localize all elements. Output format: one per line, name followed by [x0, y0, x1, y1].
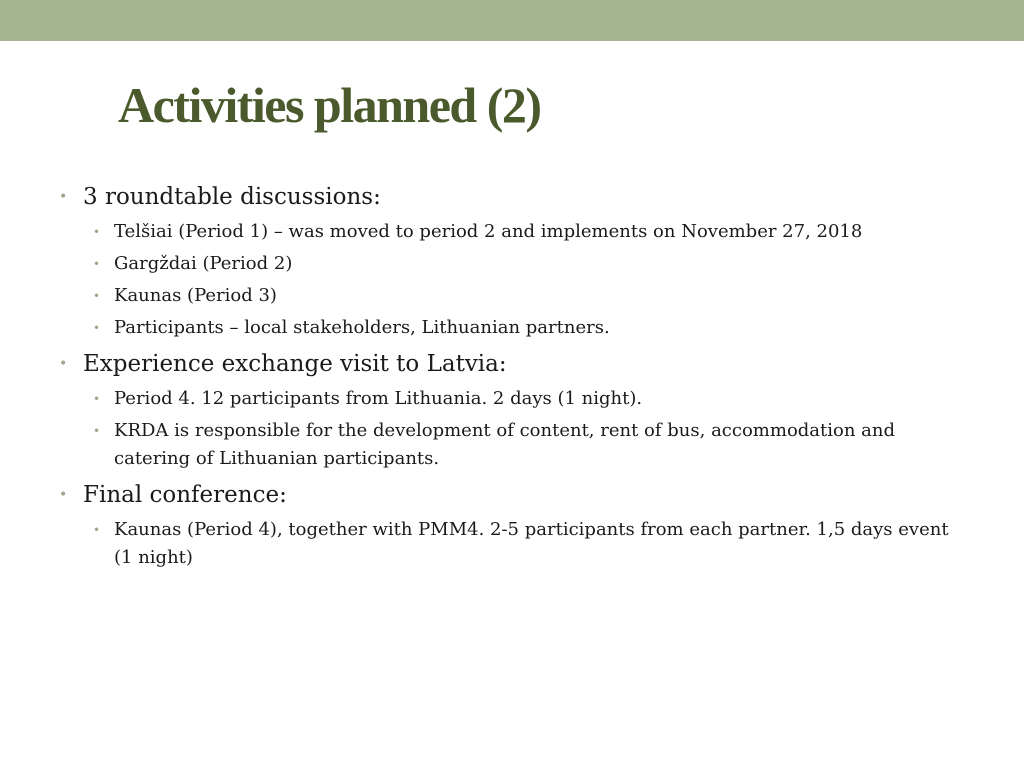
- sub-bullet-text: Kaunas (Period 4), together with PMM4. 2-5 participants from each partner. 1,5 days event (1 night): [114, 519, 949, 568]
- sub-bullet-gargzdai: [56, 250, 956, 278]
- bullet-text: Experience exchange visit to Latvia:: [83, 351, 507, 377]
- bullet-icon: •: [93, 289, 101, 303]
- sub-bullet-kaunas: [56, 282, 956, 310]
- slide-content: [56, 181, 956, 572]
- sub-bullet-krda: [56, 417, 956, 473]
- bullet-icon: •: [93, 321, 101, 335]
- bullet-icon: •: [59, 487, 68, 503]
- sub-bullet-kaunas-conference: [56, 516, 956, 572]
- bullet-experience-exchange: [56, 348, 956, 381]
- bullet-icon: •: [93, 392, 101, 406]
- bullet-icon: •: [93, 257, 101, 271]
- bullet-final-conference: [56, 479, 956, 512]
- slide-title: Activities planned (2): [118, 77, 541, 133]
- sub-bullet-text: Gargždai (Period 2): [114, 253, 293, 274]
- sub-bullet-text: KRDA is responsible for the development of content, rent of bus, accommodation and catering of Lithuanian participants.: [114, 420, 896, 469]
- bullet-text: Final conference:: [83, 482, 287, 508]
- bullet-icon: •: [59, 189, 68, 205]
- bullet-icon: •: [93, 225, 101, 239]
- sub-bullet-telsiai: [56, 218, 956, 246]
- sub-bullet-text: Kaunas (Period 3): [114, 285, 277, 306]
- bullet-text: 3 roundtable discussions:: [83, 184, 381, 210]
- sub-bullet-participants: [56, 314, 956, 342]
- sub-bullet-text: Telšiai (Period 1) – was moved to period 2 and implements on November 27, 2018: [114, 221, 863, 242]
- sub-bullet-text: Period 4. 12 participants from Lithuania. 2 days (1 night).: [114, 388, 643, 409]
- bullet-icon: •: [59, 356, 68, 372]
- bullet-icon: •: [93, 424, 101, 438]
- sub-bullet-period-4: [56, 385, 956, 413]
- bullet-icon: •: [93, 523, 101, 537]
- sub-bullet-text: Participants – local stakeholders, Lithuanian partners.: [114, 317, 610, 338]
- bullet-roundtable-discussions: [56, 181, 956, 214]
- top-accent-bar: [0, 0, 1024, 41]
